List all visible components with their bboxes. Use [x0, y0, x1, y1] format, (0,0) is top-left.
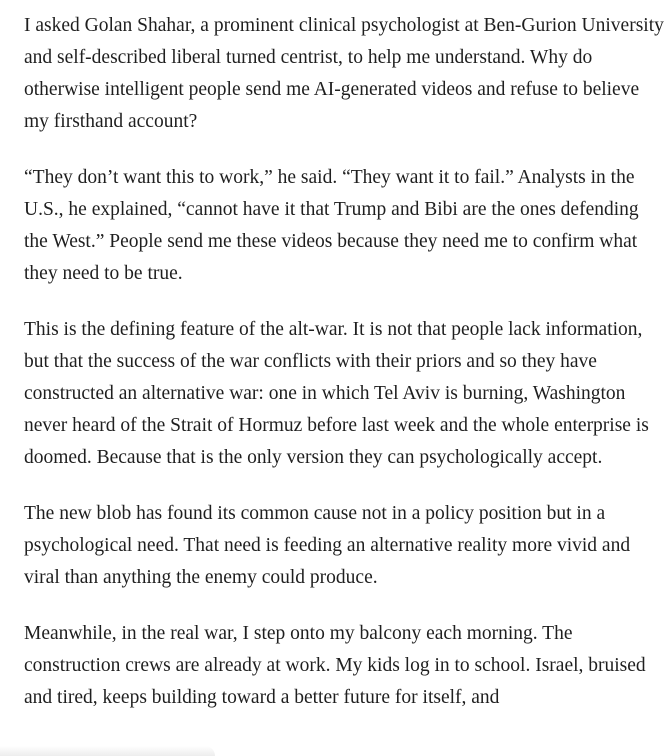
article-body	[24, 10, 667, 738]
article-paragraph-3: This is the defining feature of the alt-war. It is not that people lack information, but that the success of the war conflicts with their priors and so they have constructed an alternative war: one in which Tel Aviv is burning, Washington never heard of the Strait of Hormuz before last week and the whole enterprise is doomed. Because that is the only version they can psychologically accept.	[24, 319, 649, 468]
bottom-overlay-edge	[0, 746, 215, 756]
article-paragraph-1: I asked Golan Shahar, a prominent clinical psychologist at Ben-Gurion University and self-described liberal turned centrist, to help me understand. Why do otherwise intelligent people send me AI-generated videos and refuse to believe my firsthand account?	[24, 15, 664, 132]
article-paragraph-4: The new blob has found its common cause not in a policy position but in a psychological need. That need is feeding an alternative reality more vivid and viral than anything the enemy could produce.	[24, 503, 631, 588]
article-paragraph-5: Meanwhile, in the real war, I step onto my balcony each morning. The construction crews are already at work. My kids log in to school. Israel, bruised and tired, keeps building toward a better future for itself, and	[24, 623, 646, 708]
article-paragraph-2: “They don’t want this to work,” he said. “They want it to fail.” Analysts in the U.S., he explained, “cannot have it that Trump and Bibi are the ones defending the West.” People send me these videos because they need me to confirm what they need to be true.	[24, 167, 639, 284]
